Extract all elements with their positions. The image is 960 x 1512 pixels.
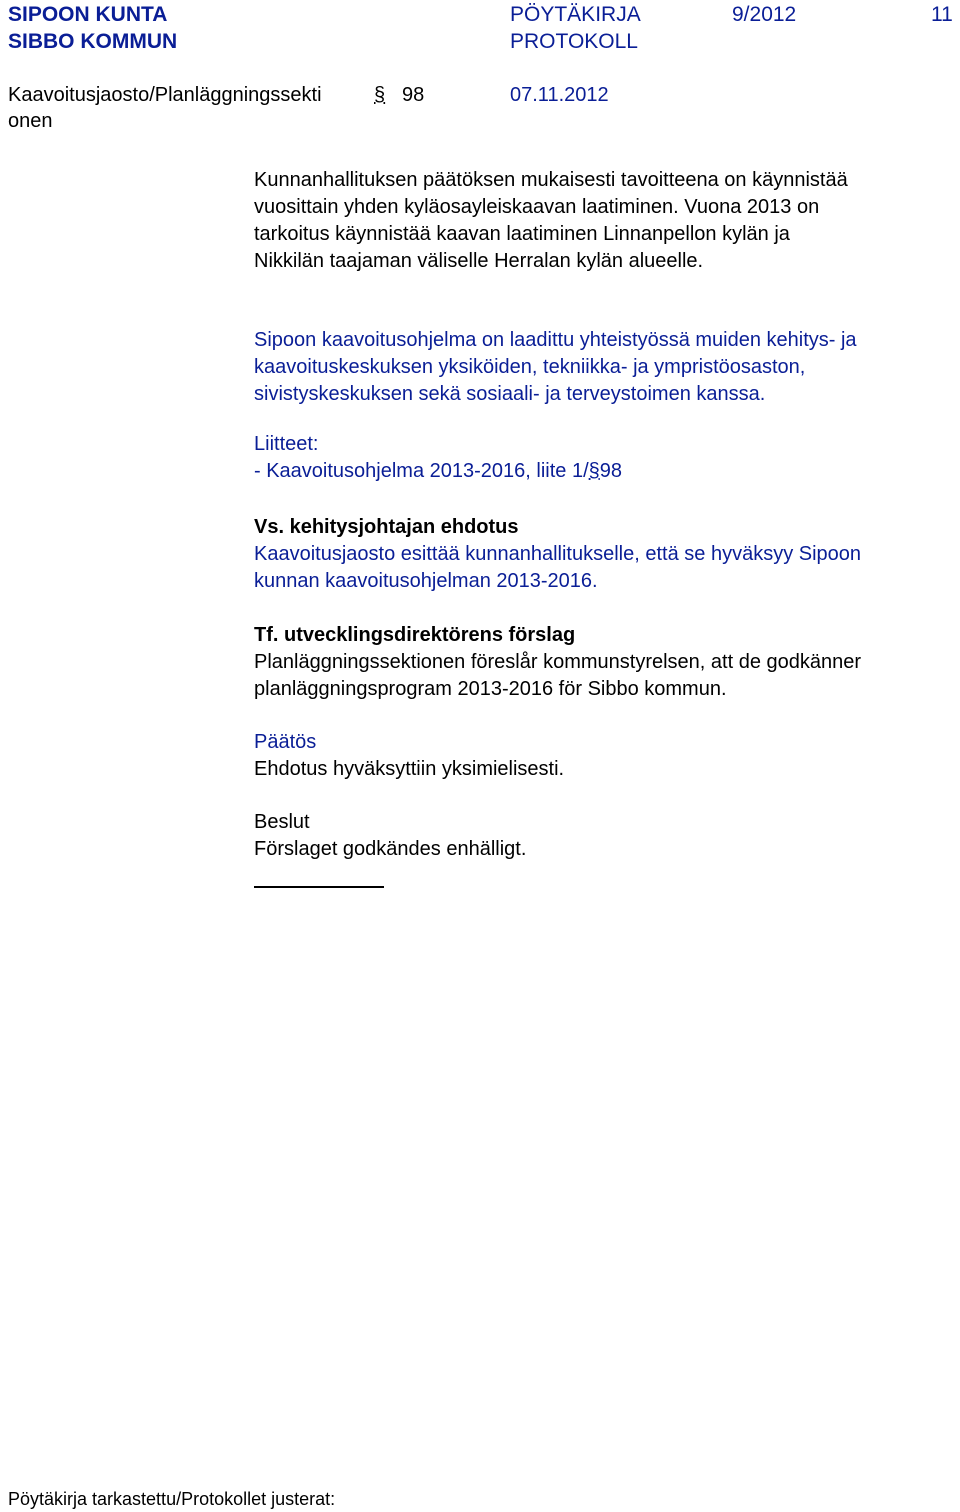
org-name-sv: SIBBO KOMMUN <box>8 30 178 53</box>
doctype-sv: PROTOKOLL <box>510 30 638 53</box>
org-name-fi: SIPOON KUNTA <box>8 3 168 26</box>
document-number: 9/2012 <box>732 3 797 26</box>
proposal-sv-line: planläggningsprogram 2013-2016 för Sibbo kommun. <box>254 678 727 700</box>
attachment-section-symbol: § <box>588 460 600 482</box>
verification-footer: Pöytäkirja tarkastettu/Protokollet justerat: <box>8 1489 336 1509</box>
paragraph-line: Nikkilän taajaman väliselle Herralan kylän alueelle. <box>254 250 704 272</box>
proposal-fi-line: Kaavoitusjaosto esittää kunnanhallitukselle, että se hyväksyy Sipoon <box>254 543 862 565</box>
proposal-fi-heading: Vs. kehitysjohtajan ehdotus <box>254 516 519 538</box>
doctype-fi: PÖYTÄKIRJA <box>510 3 641 26</box>
section-symbol: § <box>374 84 386 106</box>
attachment-item <box>254 458 959 485</box>
paragraph-line: Kunnanhallituksen päätöksen mukaisesti tavoitteena on käynnistää <box>254 169 848 191</box>
attachment-text: - Kaavoitusohjelma 2013-2016, liite 1/ <box>254 460 589 482</box>
proposal-fi-block <box>254 514 959 595</box>
decision-fi-text: Ehdotus hyväksyttiin yksimielisesti. <box>254 758 565 780</box>
body-name-line2: onen <box>8 110 53 132</box>
paragraph-line: tarkoitus käynnistää kaavan laatiminen Linnanpellon kylän ja <box>254 223 790 245</box>
body-name-line1: Kaavoitusjaosto/Planläggningssekti <box>8 84 322 106</box>
section-number: 98 <box>402 84 425 106</box>
attachments-label: Liitteet: <box>254 433 319 455</box>
decision-fi-heading: Päätös <box>254 731 317 753</box>
proposal-sv-heading: Tf. utvecklingsdirektörens förslag <box>254 624 576 646</box>
page-number: 11 <box>931 3 953 26</box>
proposal-sv-block <box>254 622 959 703</box>
attachment-number: 98 <box>599 460 623 482</box>
section-end-divider <box>254 886 384 888</box>
meeting-date: 07.11.2012 <box>510 84 609 106</box>
proposal-sv-line: Planläggningssektionen föreslår kommunstyrelsen, att de godkänner <box>254 651 862 673</box>
decision-sv-heading: Beslut <box>254 811 310 833</box>
decision-sv-block <box>254 809 959 863</box>
paragraph-line: vuosittain yhden kyläosayleiskaavan laatiminen. Vuona 2013 on <box>254 196 820 218</box>
paragraph-line: Sipoon kaavoitusohjelma on laadittu yhteistyössä muiden kehitys- ja <box>254 329 857 351</box>
decision-fi-block <box>254 729 959 783</box>
proposal-fi-line: kunnan kaavoitusohjelman 2013-2016. <box>254 570 598 592</box>
paragraph-cooperation <box>254 327 959 408</box>
attachments-block <box>254 431 959 485</box>
paragraph-line: kaavoituskeskuksen yksiköiden, tekniikka- ja ympristöosaston, <box>254 356 806 378</box>
paragraph-goal <box>254 167 959 275</box>
paragraph-line: sivistyskeskuksen sekä sosiaali- ja terveystoimen kanssa. <box>254 383 766 405</box>
decision-sv-text: Förslaget godkändes enhälligt. <box>254 838 527 860</box>
